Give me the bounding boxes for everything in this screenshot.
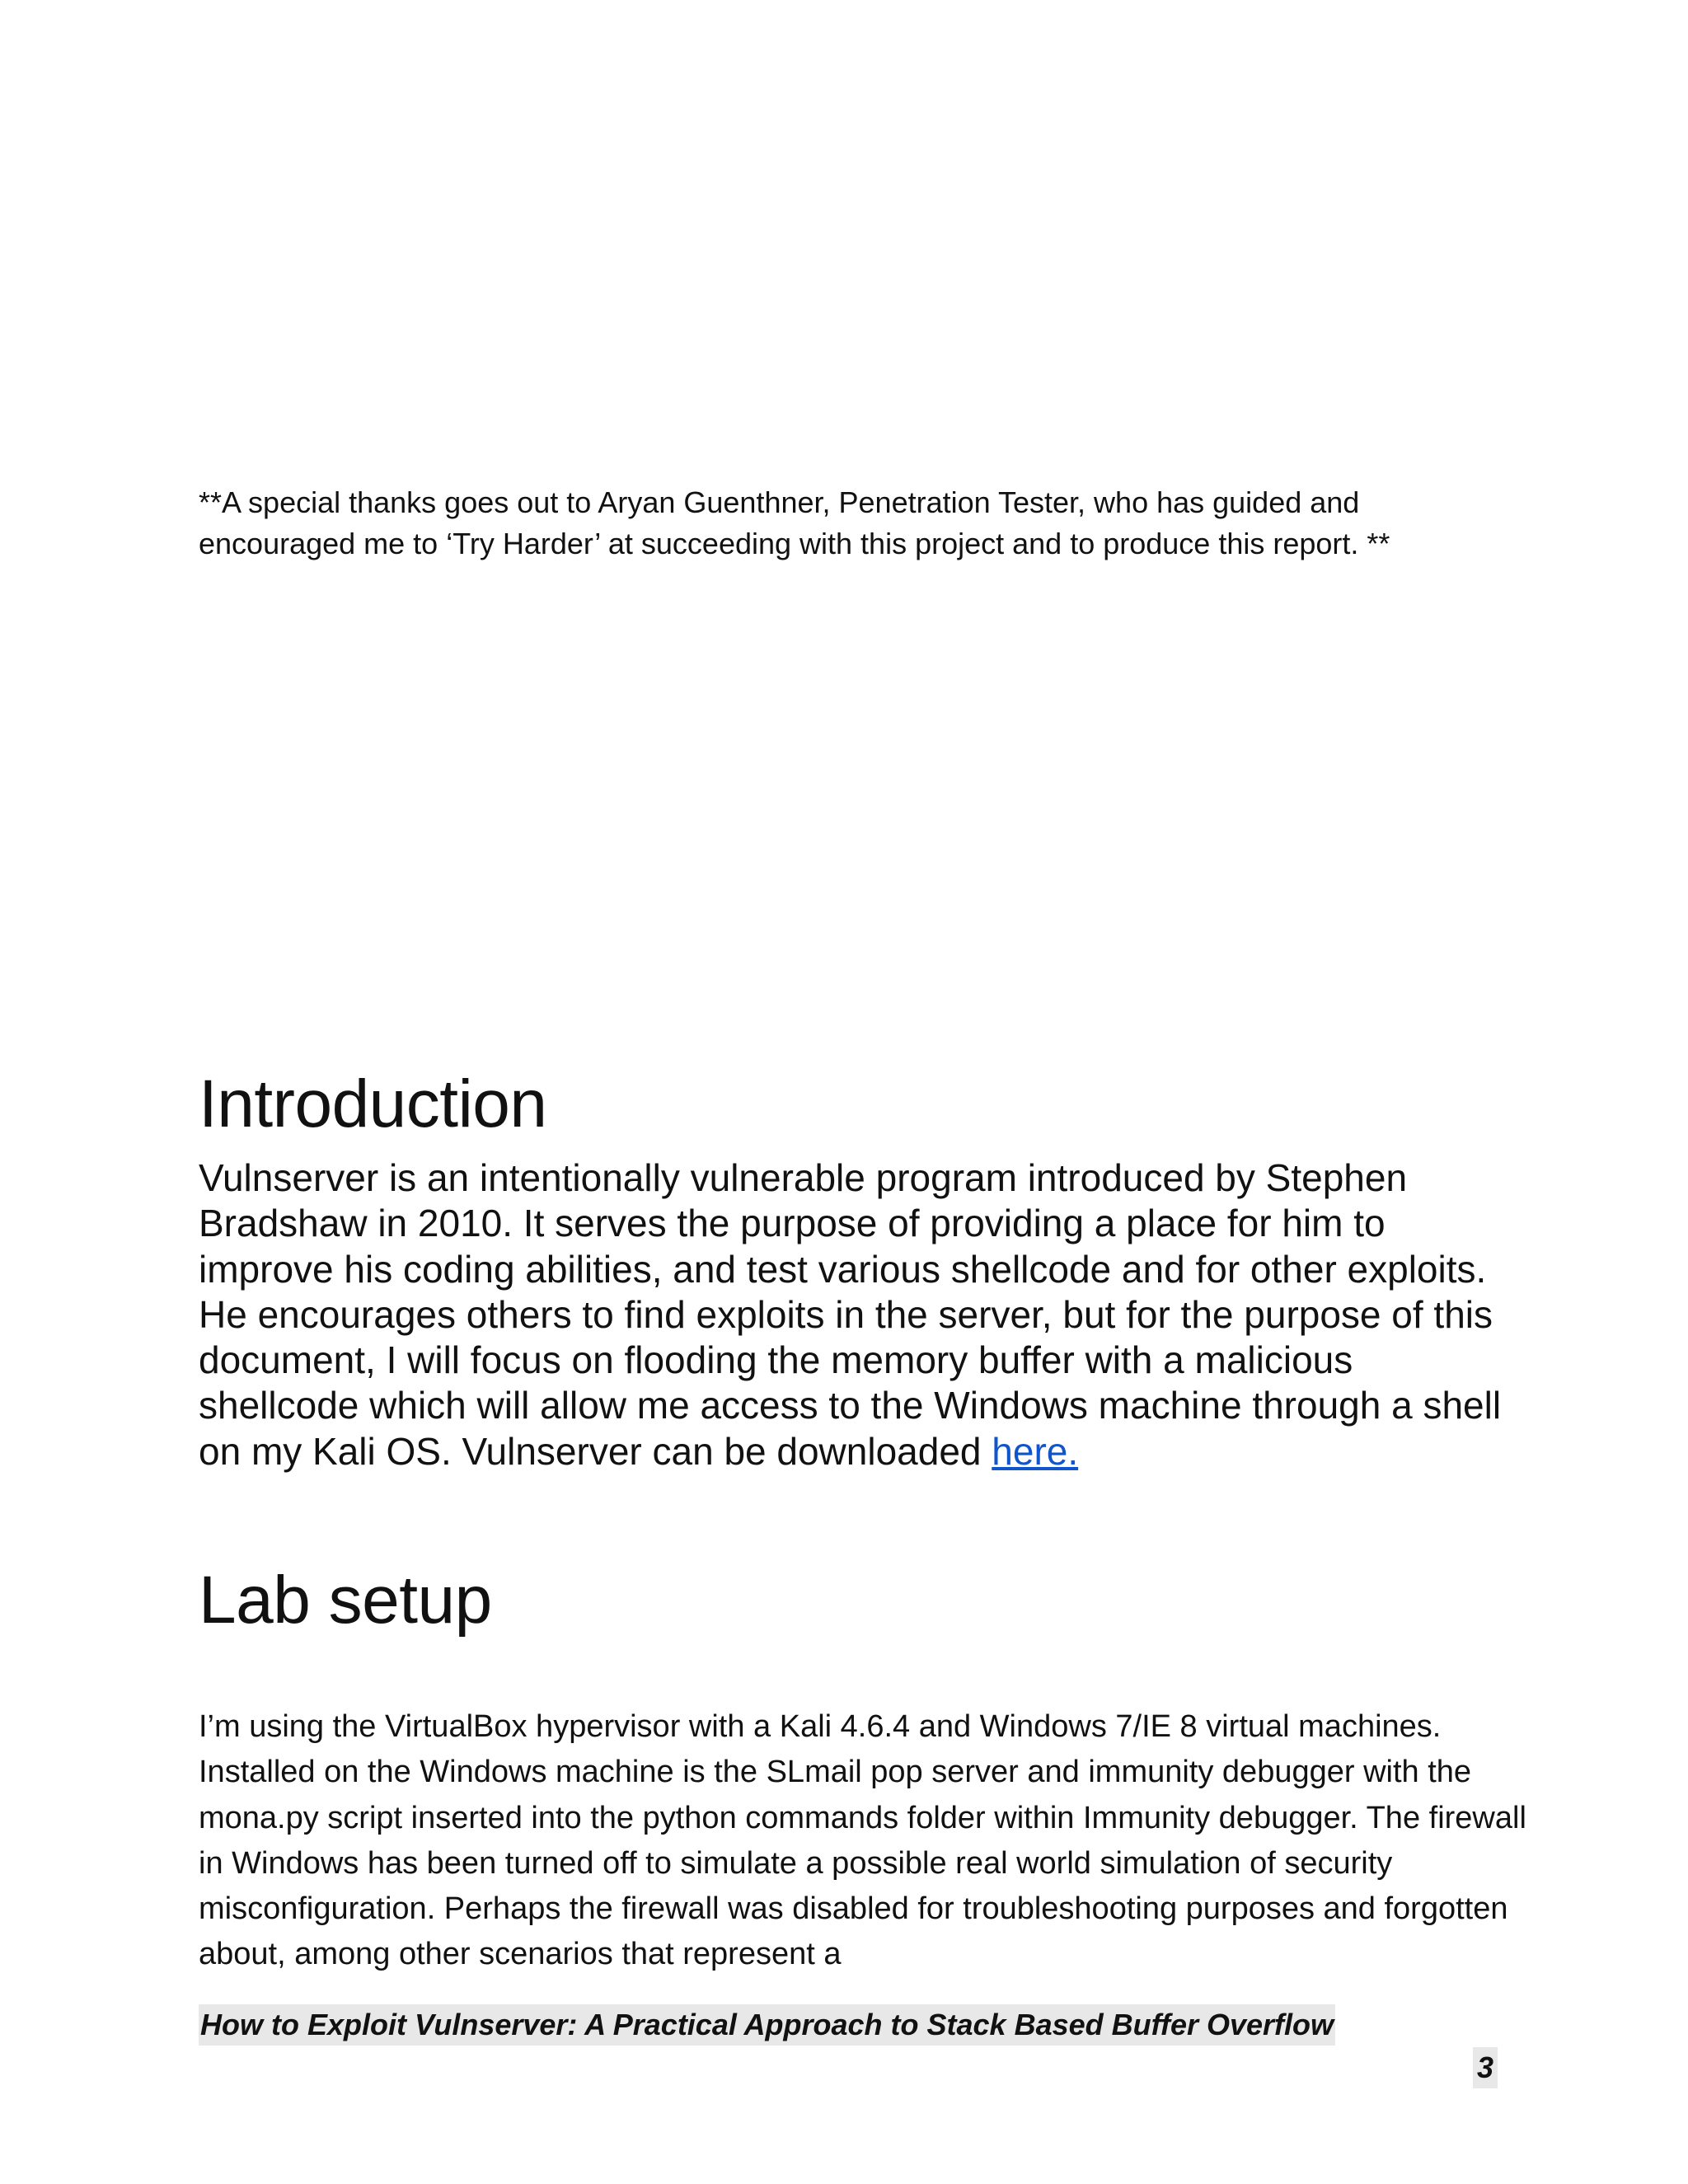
page-number: 3 [1473, 2047, 1498, 2088]
footer-document-title: How to Exploit Vulnserver: A Practical Approach to Stack Based Buffer Overflow [199, 2004, 1335, 2046]
introduction-body-text: Vulnserver is an intentionally vulnerable program introduced by Stephen Bradshaw in 2010. It serves the purpose of providing a place for him to improve his coding abilities, and test various shellcode and for other exploits. He encourages others to find exploits in the server, but for the purpose of this document, I will focus on flooding the memory buffer with a malicious shellcode which will allow me access to the Windows machine through a shell on my Kali OS. Vulnserver can be downloaded [199, 1156, 1502, 1473]
lab-setup-paragraph: I’m using the VirtualBox hypervisor with a Kali 4.6.4 and Windows 7/IE 8 virtual machines. Installed on the Windows machine is the SLmail pop server and immunity debugger with the mona.py script inserted into the python commands folder within Immunity debugger. The firewall in Windows has been turned off to simulate a possible real world simulation of security misconfiguration. Perhaps the firewall was disabled for troubleshooting purposes and forgotten about, among other scenarios that represent a [199, 1709, 1526, 1972]
lab-setup-heading: Lab setup [199, 1563, 492, 1638]
acknowledgement-text: **A special thanks goes out to Aryan Guenthner, Penetration Tester, who has guided and encouraged me to ‘Try Harder’ at succeeding with this project and to produce this report. ** [199, 485, 1390, 560]
download-link[interactable]: here. [992, 1429, 1079, 1473]
introduction-paragraph [199, 1155, 1517, 1474]
introduction-heading: Introduction [199, 1066, 547, 1141]
